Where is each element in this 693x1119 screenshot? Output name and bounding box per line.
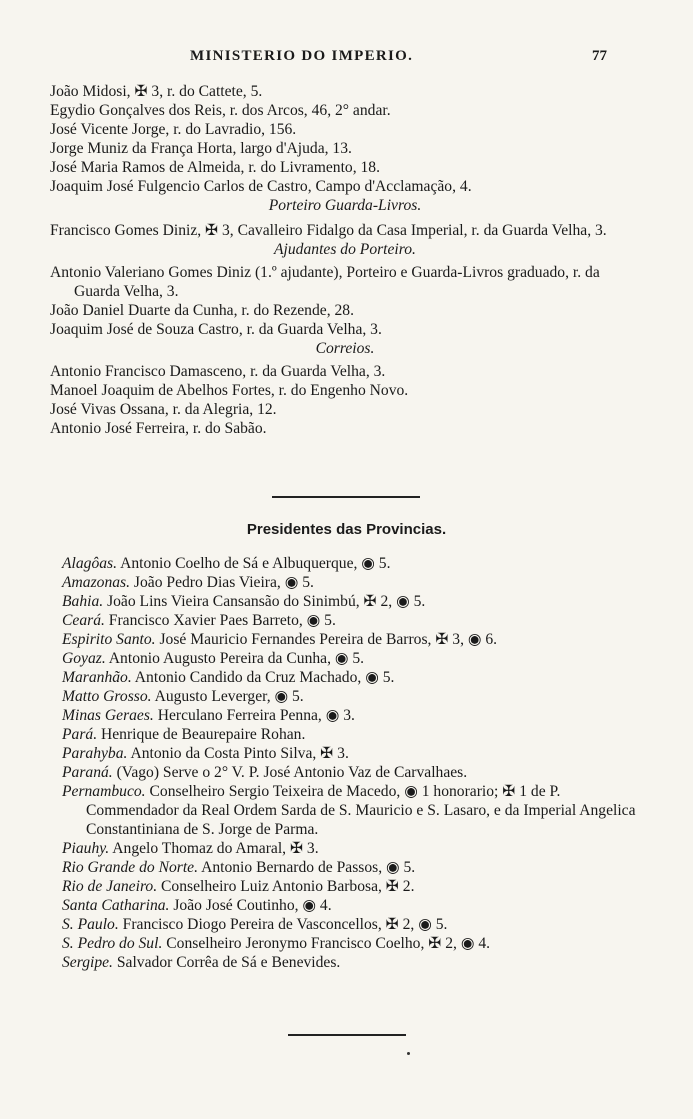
president-entry <box>62 782 638 839</box>
president-entry <box>62 611 638 630</box>
president-entry <box>62 763 638 782</box>
president-text: Angelo Thomaz do Amaral, ✠ 3. <box>112 840 319 857</box>
president-text: João Pedro Dias Vieira, ◉ 5. <box>133 574 314 591</box>
province-name: Rio Grande do Norte. <box>62 859 199 876</box>
province-name: Piauhy. <box>62 840 110 857</box>
president-entry <box>62 687 638 706</box>
page-number: 77 <box>592 48 607 64</box>
province-name: Paraná. <box>62 764 113 781</box>
president-text: Antonio Bernardo de Passos, ◉ 5. <box>201 859 416 876</box>
president-entry <box>62 592 638 611</box>
list-item: Manoel Joaquim de Abelhos Fortes, r. do Engenho Novo. <box>50 382 409 399</box>
province-name: Amazonas. <box>62 574 131 591</box>
president-entry <box>62 554 638 573</box>
province-name: Goyaz. <box>62 650 106 667</box>
president-entry <box>62 725 638 744</box>
list-item: Antonio Francisco Damasceno, r. da Guarda Velha, 3. <box>50 363 386 380</box>
president-text: Conselheiro Luiz Antonio Barbosa, ✠ 2. <box>161 878 415 895</box>
president-text: João Lins Vieira Cansansão do Sinimbú, ✠ 2, ◉ 5. <box>107 593 426 610</box>
province-name: Matto Grosso. <box>62 688 152 705</box>
province-name: Ceará. <box>62 612 105 629</box>
list-item: João Midosi, ✠ 3, r. do Cattete, 5. <box>50 83 263 100</box>
province-name: Bahia. <box>62 593 104 610</box>
president-text: José Mauricio Fernandes Pereira de Barros, ✠ 3, ◉ 6. <box>159 631 498 648</box>
president-text: Antonio Candido da Cruz Machado, ◉ 5. <box>134 669 395 686</box>
president-text: Herculano Ferreira Penna, ◉ 3. <box>157 707 355 724</box>
list-item: José Maria Ramos de Almeida, r. do Livramento, 18. <box>50 159 381 176</box>
province-name: S. Paulo. <box>62 916 119 933</box>
section-heading-correios: Correios. <box>315 340 375 357</box>
province-name: Pernambuco. <box>62 783 146 800</box>
list-item: Antonio José Ferreira, r. do Sabão. <box>50 420 267 437</box>
president-entry <box>62 934 638 953</box>
president-text: Antonio Coelho de Sá e Albuquerque, ◉ 5. <box>120 555 391 572</box>
list-item: Francisco Gomes Diniz, ✠ 3, Cavalleiro Fidalgo da Casa Imperial, r. da Guarda Velha, 3. <box>50 222 607 239</box>
president-entry <box>62 877 638 896</box>
province-name: S. Pedro do Sul. <box>62 935 163 952</box>
president-entry <box>62 649 638 668</box>
president-entry <box>62 953 638 972</box>
province-name: Alagôas. <box>62 555 118 572</box>
president-text: Salvador Corrêa de Sá e Benevides. <box>116 954 341 971</box>
section-heading-presidentes: Presidentes das Provincias. <box>246 521 447 538</box>
list-item: Antonio Valeriano Gomes Diniz (1.º ajudante), Porteiro e Guarda-Livros graduado, r. da Guarda Velha, 3. <box>50 264 600 300</box>
section-heading-porteiro: Porteiro Guarda-Livros. <box>268 197 422 214</box>
page-mark <box>407 1052 410 1055</box>
president-text: Antonio da Costa Pinto Silva, ✠ 3. <box>130 745 349 762</box>
province-name: Pará. <box>62 726 98 743</box>
section-heading-ajudantes: Ajudantes do Porteiro. <box>274 241 416 258</box>
president-text: Antonio Augusto Pereira da Cunha, ◉ 5. <box>108 650 365 667</box>
president-text: Conselheiro Jeronymo Francisco Coelho, ✠ 2, ◉ 4. <box>166 935 491 952</box>
president-text: João José Coutinho, ◉ 4. <box>173 897 332 914</box>
province-name: Parahyba. <box>62 745 128 762</box>
president-text: Francisco Xavier Paes Barreto, ◉ 5. <box>108 612 336 629</box>
staff-list <box>50 82 640 438</box>
list-item: Egydio Gonçalves dos Reis, r. dos Arcos, 46, 2° andar. <box>50 102 391 119</box>
president-text: Augusto Leverger, ◉ 5. <box>154 688 304 705</box>
presidents-list <box>62 554 638 972</box>
president-text: Henrique de Beaurepaire Rohan. <box>101 726 306 743</box>
president-entry <box>62 896 638 915</box>
president-entry <box>62 630 638 649</box>
province-name: Minas Geraes. <box>62 707 154 724</box>
running-title: MINISTERIO DO IMPERIO. <box>190 48 414 64</box>
province-name: Espirito Santo. <box>62 631 156 648</box>
province-name: Santa Catharina. <box>62 897 170 914</box>
page-header <box>0 48 693 70</box>
president-entry <box>62 744 638 763</box>
list-item: Joaquim José de Souza Castro, r. da Guarda Velha, 3. <box>50 321 382 338</box>
president-entry <box>62 668 638 687</box>
president-entry <box>62 858 638 877</box>
president-entry <box>62 706 638 725</box>
president-entry <box>62 573 638 592</box>
province-name: Sergipe. <box>62 954 113 971</box>
president-text: (Vago) Serve o 2° V. P. José Antonio Vaz de Carvalhaes. <box>116 764 468 781</box>
president-entry <box>62 915 638 934</box>
list-item: Jorge Muniz da França Horta, largo d'Ajuda, 13. <box>50 140 352 157</box>
president-entry <box>62 839 638 858</box>
list-item: José Vicente Jorge, r. do Lavradio, 156. <box>50 121 297 138</box>
province-name: Rio de Janeiro. <box>62 878 158 895</box>
list-item: João Daniel Duarte da Cunha, r. do Rezende, 28. <box>50 302 354 319</box>
province-name: Maranhão. <box>62 669 132 686</box>
list-item: Joaquim José Fulgencio Carlos de Castro, Campo d'Acclamação, 4. <box>50 178 472 195</box>
section-divider <box>288 1034 406 1036</box>
list-item: José Vivas Ossana, r. da Alegria, 12. <box>50 401 277 418</box>
president-text: Francisco Diogo Pereira de Vasconcellos, ✠ 2, ◉ 5. <box>122 916 448 933</box>
section-divider <box>272 496 420 498</box>
president-text: Conselheiro Sergio Teixeira de Macedo, ◉ 1 honorario; ✠ 1 de P. Commendador da Real Ordem Sarda de S. Mauricio e S. Lasaro, e da Imperial Angelica Constantiniana de S. Jorge de Parma. <box>86 783 636 838</box>
